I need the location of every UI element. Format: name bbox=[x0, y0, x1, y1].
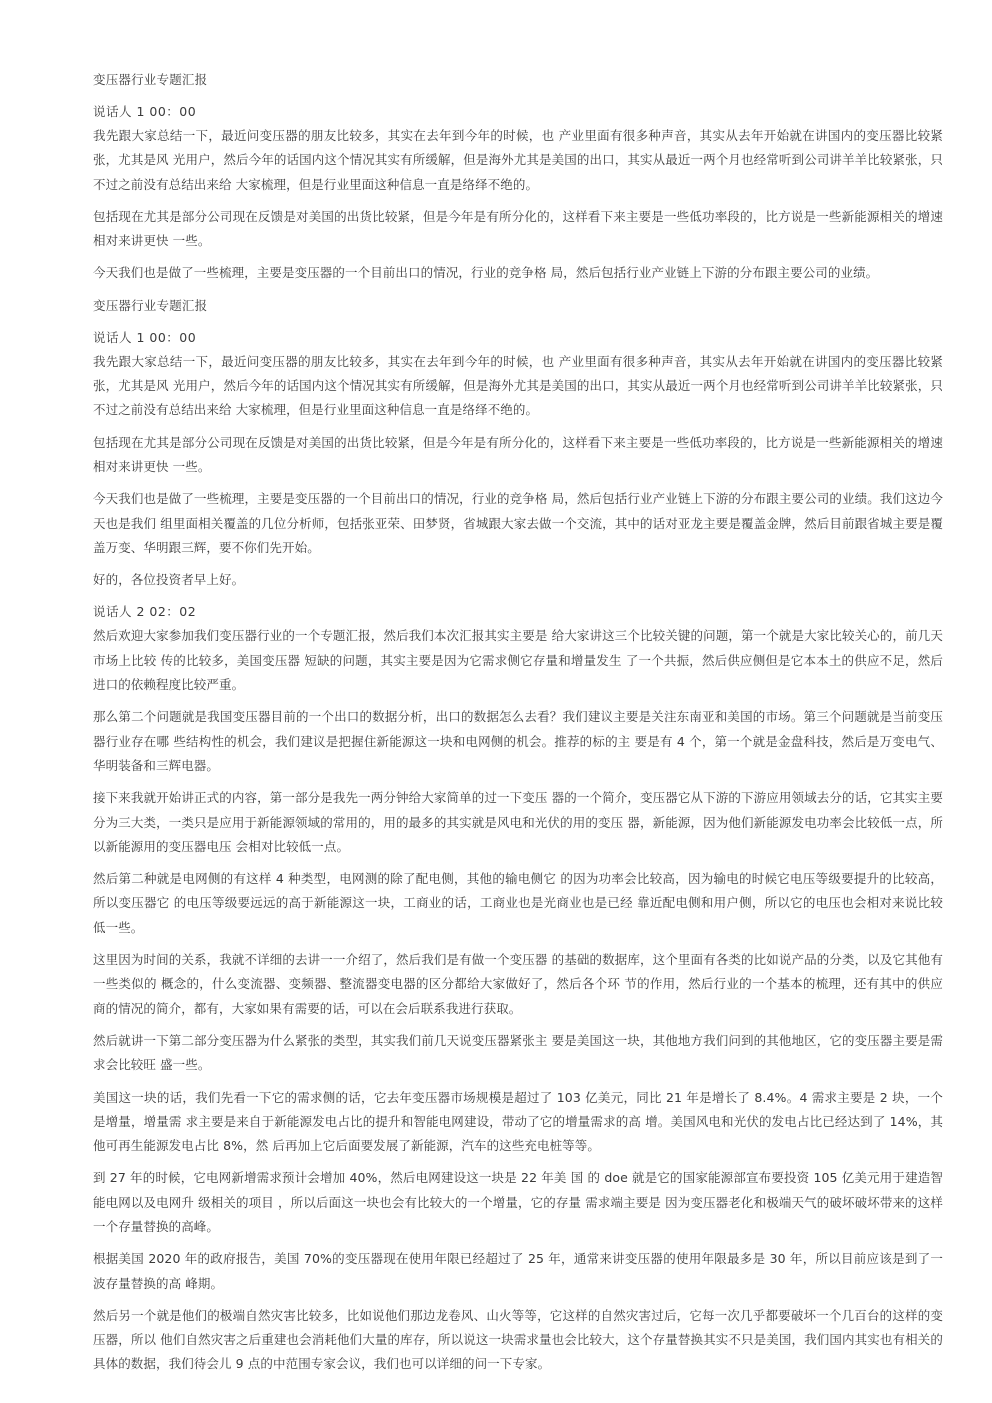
paragraph: 根据美国 2020 年的政府报告，美国 70%的变压器现在使用年限已经超过了 25 年，通常来讲变压器的使用年限最多是 30 年，所以目前应该是到了一波存量替换的高 峰期。 bbox=[93, 1251, 943, 1291]
section-1 bbox=[93, 68, 943, 286]
paragraph: 今天我们也是做了一些梳理，主要是变压器的一个目前出口的情况，行业的竞争格 局，然后包括行业产业链上下游的分布跟主要公司的业绩。我们这边今天也是我们 组里面相关覆盖的几位分析师，包括张亚荣、田梦贤，省城跟大家去做一个交流，其中的话对亚龙主要是覆盖金牌，然后目前跟省城主要是覆盖万变、华明跟三辉，要不你们先开始。 bbox=[93, 491, 943, 555]
paragraph: 然后欢迎大家参加我们变压器行业的一个专题汇报，然后我们本次汇报其实主要是 给大家讲这三个比较关键的问题，第一个就是大家比较关心的，前几天市场上比较 传的比较多，美国变压器 短缺的问题，其实主要是因为它需求侧它存量和增量发生 了一个共振，然后供应侧但是它本本土的供应不足，然后进口的依赖程度比较严重。 bbox=[93, 628, 943, 693]
section-3 bbox=[93, 600, 943, 1376]
paragraph: 然后就讲一下第二部分变压器为什么紧张的类型，其实我们前几天说变压器紧张主 要是美国这一块，其他地方我们问到的其他地区，它的变压器主要是需求会比较旺 盛一些。 bbox=[93, 1032, 943, 1073]
speaker-label: 说话人 1 00：00 bbox=[93, 104, 197, 119]
paragraph: 然后第二种就是电网侧的有这样 4 种类型，电网测的除了配电侧，其他的输电侧它 的因为功率会比较高，因为输电的时候它电压等级要提升的比较高，所以变压器它 的电压等级要远远的高于新能源这一块，工商业的话，工商业也是光商业也是已经 靠近配电侧和用户侧，所以它的电压也会相对来说比较低一些。 bbox=[93, 871, 943, 935]
paragraph: 包括现在尤其是部分公司现在反馈是对美国的出货比较紧，但是今年是有所分化的，这样看下来主要是一些低功率段的，比方说是一些新能源相关的增速相对来讲更快 一些。 bbox=[93, 208, 943, 249]
section-2 bbox=[93, 294, 943, 593]
paragraph: 到 27 年的时候，它电网新增需求预计会增加 40%，然后电网建设这一块是 22 年美 国 的 doe 就是它的国家能源部宣布要投资 105 亿美元用于建造智能电网以及电网升 级相关的项目 ，所以后面这一块也会有比较大的一个增量，它的存量 需求端主要是 因为变压器老化和极端天气的破坏破坏带来的这样一个存量替换的高峰。 bbox=[93, 1170, 943, 1234]
paragraph: 我先跟大家总结一下，最近问变压器的朋友比较多，其实在去年到今年的时候，也 产业里面有很多种声音，其实从去年开始就在讲国内的变压器比较紧张，尤其是风 光用户，然后今年的话国内这个情况其实有所缓解，但是海外尤其是美国的出口，其实从最近一两个月也经常听到公司讲羊羊比较紧张，只不过之前没有总结出来给 大家梳理，但是行业里面这种信息一直是络绎不绝的。 bbox=[93, 353, 943, 418]
paragraph: 今天我们也是做了一些梳理，主要是变压器的一个目前出口的情况，行业的竞争格 局，然后包括行业产业链上下游的分布跟主要公司的业绩。 bbox=[93, 265, 879, 281]
paragraph: 那么第二个问题就是我国变压器目前的一个出口的数据分析，出口的数据怎么去看？我们建议主要是关注东南亚和美国的市场。第三个问题就是当前变压器行业存在哪 些结构性的机会，我们建议是把握住新能源这一块和电网侧的机会。推荐的标的主 要是有 4 个，第一个就是金盘科技，然后是万变电气、华明装备和三辉电器。 bbox=[93, 709, 943, 773]
paragraph: 我先跟大家总结一下，最近问变压器的朋友比较多，其实在去年到今年的时候，也 产业里面有很多种声音，其实从去年开始就在讲国内的变压器比较紧张，尤其是风 光用户，然后今年的话国内这个情况其实有所缓解，但是海外尤其是美国的出口，其实从最近一两个月也经常听到公司讲羊羊比较紧张，只不过之前没有总结出来给 大家梳理，但是行业里面这种信息一直是络绎不绝的。 bbox=[93, 128, 943, 192]
paragraph: 美国这一块的话，我们先看一下它的需求侧的话，它去年变压器市场规模是超过了 103 亿美元，同比 21 年是增长了 8.4%。4 需求主要是 2 块，一个是增量，增量需 求主要是来自于新能源发电占比的提升和智能电网建设，带动了它的增量需求的高 增。美国风电和光伏的发电占比已经达到了 14%，其他可再生能源发电占比 8%，然 后再加上它后面要发展了新能源，汽车的这些充电桩等等。 bbox=[93, 1089, 943, 1154]
document-title: 变压器行业专题汇报 bbox=[93, 72, 208, 87]
speaker-label: 说话人 2 02：02 bbox=[93, 604, 197, 620]
paragraph: 接下来我就开始讲正式的内容，第一部分是我先一两分钟给大家简单的过一下变压 器的一个简介，变压器它从下游的下游应用领域去分的话，它其实主要分为三大类，一类只是应用于新能源领域的常用的，用的最多的其实就是风电和光伏的用的变压 器，新能源，因为他们新能源发电功率会比较低一点，所以新能源用的变压器电压 会相对比较低一点。 bbox=[93, 790, 943, 854]
speaker-label: 说话人 1 00：00 bbox=[93, 329, 197, 345]
paragraph: 这里因为时间的关系，我就不详细的去讲一一介绍了，然后我们是有做一个变压器 的基础的数据库，这个里面有各类的比如说产品的分类，以及它其他有一些类似的 概念的，什么变流器、变频器、整流器变电器的区分都给大家做好了，然后各个环 节的作用，然后行业的一个基本的梳理，还有其中的供应商的情况的简介，都有，大家如果有需要的话，可以在会后联系我进行获取。 bbox=[93, 952, 943, 1016]
document-page bbox=[93, 68, 943, 1385]
paragraph: 然后另一个就是他们的极端自然灾害比较多，比如说他们那边龙卷风、山火等等，它这样的自然灾害过后，它每一次几乎都要破坏一个几百台的这样的变压器，所以 他们自然灾害之后重建也会消耗他们大量的库存，所以说这一块需求量也会比较大，这个存量替换其实不只是美国，我们国内其实也有相关的具体的数据，我们待会儿 9 点的中范围专家会议，我们也可以详细的问一下专家。 bbox=[93, 1307, 943, 1372]
paragraph: 包括现在尤其是部分公司现在反馈是对美国的出货比较紧，但是今年是有所分化的，这样看下来主要是一些低功率段的，比方说是一些新能源相关的增速相对来讲更快 一些。 bbox=[93, 434, 943, 474]
document-title: 变压器行业专题汇报 bbox=[93, 297, 208, 313]
paragraph: 好的，各位投资者早上好。 bbox=[93, 572, 245, 588]
